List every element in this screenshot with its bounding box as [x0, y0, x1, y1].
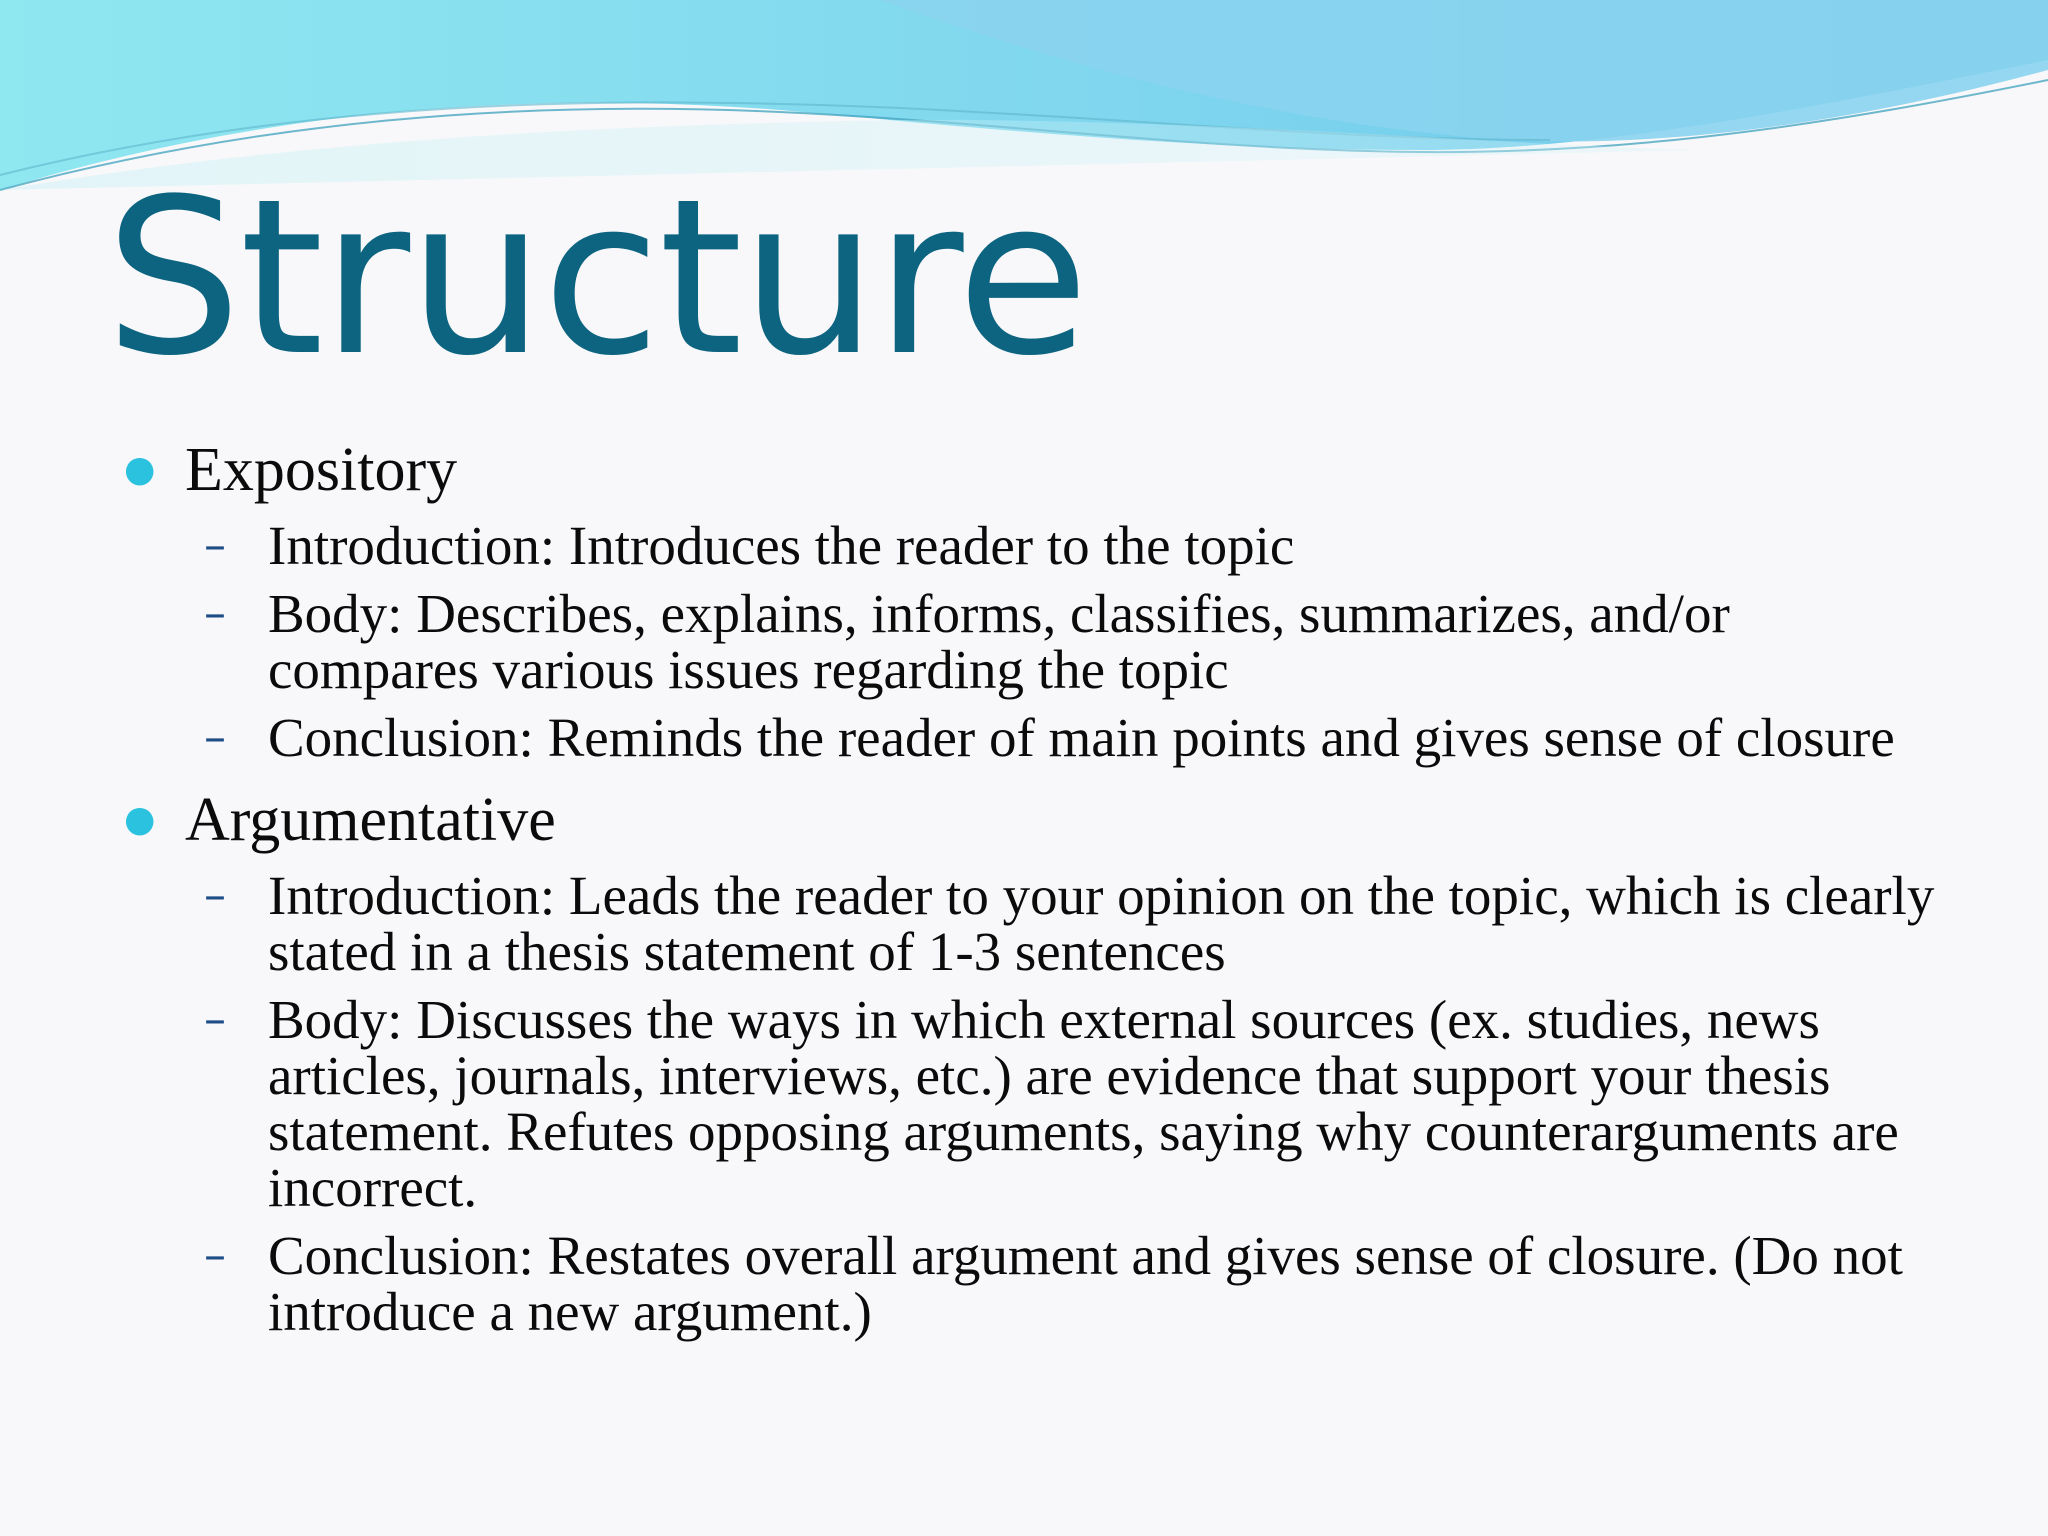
dash-icon: –: [204, 712, 226, 763]
bullet-dot-icon: ●: [124, 449, 156, 490]
dash-icon: –: [204, 520, 226, 571]
heading-text: Argumentative: [185, 786, 556, 854]
item-text: Body: Discusses the ways in which external sources (ex. studies, news articles, journals, interviews, etc.) are evidence that support your thesis statement. Refutes opposing arguments, saying why counterarguments are incorrect.: [268, 989, 1899, 1218]
item-text: Conclusion: Reminds the reader of main points and gives sense of closure: [268, 707, 1895, 768]
section-argumentative: [120, 784, 1950, 1340]
list-item: [120, 707, 1950, 768]
slide-content: [120, 434, 1950, 1340]
heading-text: Expository: [185, 436, 458, 504]
bullet-dot-icon: ●: [124, 799, 156, 840]
item-text: Introduction: Leads the reader to your opinion on the topic, which is clearly stated in a thesis statement of 1-3 sentences: [268, 865, 1935, 982]
list-item: [120, 1225, 1950, 1342]
item-text: Conclusion: Restates overall argument and gives sense of closure. (Do not introduce a new argument.): [268, 1225, 1903, 1342]
dash-icon: –: [204, 588, 226, 639]
section-heading: [120, 434, 1950, 506]
item-text: Introduction: Introduces the reader to the topic: [268, 515, 1295, 576]
list-item: [120, 515, 1950, 576]
list-item: [120, 865, 1950, 982]
section-expository: [120, 434, 1950, 766]
dash-icon: –: [204, 1230, 226, 1281]
slide-title: Structure: [105, 152, 1088, 403]
list-item: [120, 989, 1950, 1218]
item-text: Body: Describes, explains, informs, classifies, summarizes, and/or compares various issues regarding the topic: [268, 583, 1730, 700]
list-item: [120, 583, 1950, 700]
dash-icon: –: [204, 994, 226, 1045]
section-heading: [120, 784, 1950, 856]
dash-icon: –: [204, 870, 226, 921]
section-gap: [120, 766, 1950, 784]
